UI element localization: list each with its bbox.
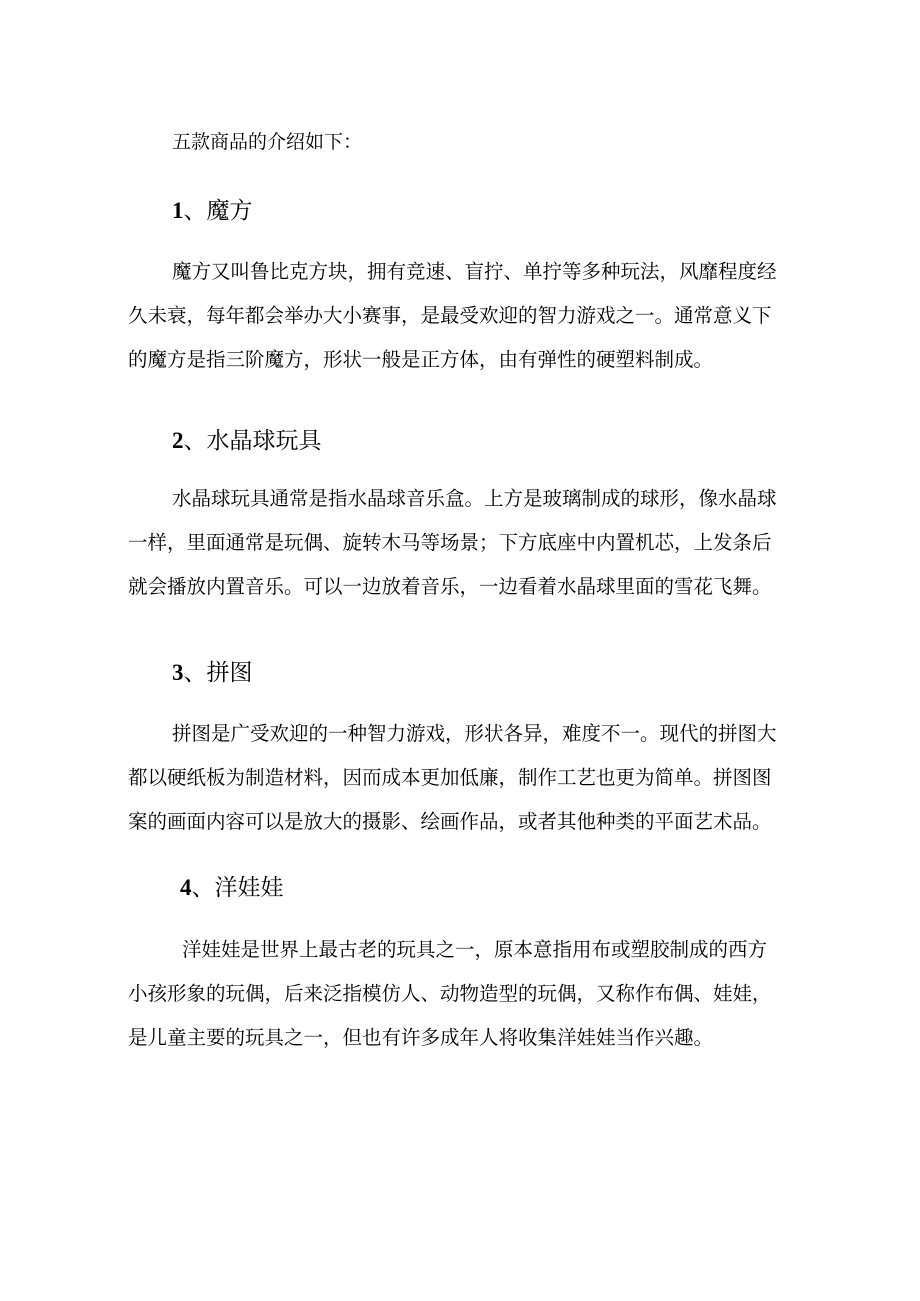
paragraph-item-1 — [128, 250, 808, 382]
heading-title: 魔方 — [206, 198, 253, 224]
heading-title: 洋娃娃 — [214, 875, 284, 901]
heading-separator: 、 — [183, 198, 207, 224]
paragraph-line: 小孩形象的玩偶，后来泛指模仿人、动物造型的玩偶，又称作布偶、娃娃， — [128, 982, 772, 1005]
intro-text: 五款商品的介绍如下： — [172, 131, 363, 153]
heading-separator: 、 — [183, 660, 207, 686]
heading-number: 1 — [172, 198, 184, 223]
paragraph-line: 就会播放内置音乐。可以一边放着音乐，一边看着水晶球里面的雪花飞舞。 — [128, 575, 772, 598]
heading-separator: 、 — [183, 428, 207, 454]
paragraph-item-2 — [128, 477, 808, 609]
paragraph-item-3 — [128, 712, 808, 844]
paragraph-item-4 — [128, 928, 808, 1060]
paragraph-line: 魔方又叫鲁比克方块，拥有竞速、盲拧、单拧等多种玩法，风靡程度经 — [172, 260, 777, 283]
paragraph-line: 水晶球玩具通常是指水晶球音乐盒。上方是玻璃制成的球形，像水晶球 — [172, 487, 777, 510]
paragraph-line: 久未衰，每年都会举办大小赛事，是最受欢迎的智力游戏之一。通常意义下 — [128, 304, 772, 327]
heading-number: 2 — [172, 428, 184, 453]
heading-title: 水晶球玩具 — [206, 428, 322, 454]
paragraph-line: 一样，里面通常是玩偶、旋转木马等场景；下方底座中内置机芯，上发条后 — [128, 531, 772, 554]
heading-item-2 — [172, 426, 322, 456]
paragraph-line: 是儿童主要的玩具之一，但也有许多成年人将收集洋娃娃当作兴趣。 — [128, 1026, 714, 1049]
paragraph-line: 拼图是广受欢迎的一种智力游戏，形状各异，难度不一。现代的拼图大 — [172, 722, 777, 745]
paragraph-line: 案的画面内容可以是放大的摄影、绘画作品，或者其他种类的平面艺术品。 — [128, 810, 772, 833]
heading-item-3 — [172, 658, 253, 688]
paragraph-line: 都以硬纸板为制造材料，因而成本更加低廉，制作工艺也更为简单。拼图图 — [128, 766, 772, 789]
paragraph-line: 的魔方是指三阶魔方，形状一般是正方体，由有弹性的硬塑料制成。 — [128, 348, 714, 371]
heading-number: 3 — [172, 660, 184, 685]
heading-item-4 — [180, 873, 284, 903]
paragraph-line: 洋娃娃是世界上最古老的玩具之一，原本意指用布或塑胶制成的西方 — [182, 938, 768, 961]
heading-title: 拼图 — [206, 660, 253, 686]
heading-item-1 — [172, 196, 253, 226]
heading-separator: 、 — [191, 875, 215, 901]
heading-number: 4 — [180, 875, 192, 900]
